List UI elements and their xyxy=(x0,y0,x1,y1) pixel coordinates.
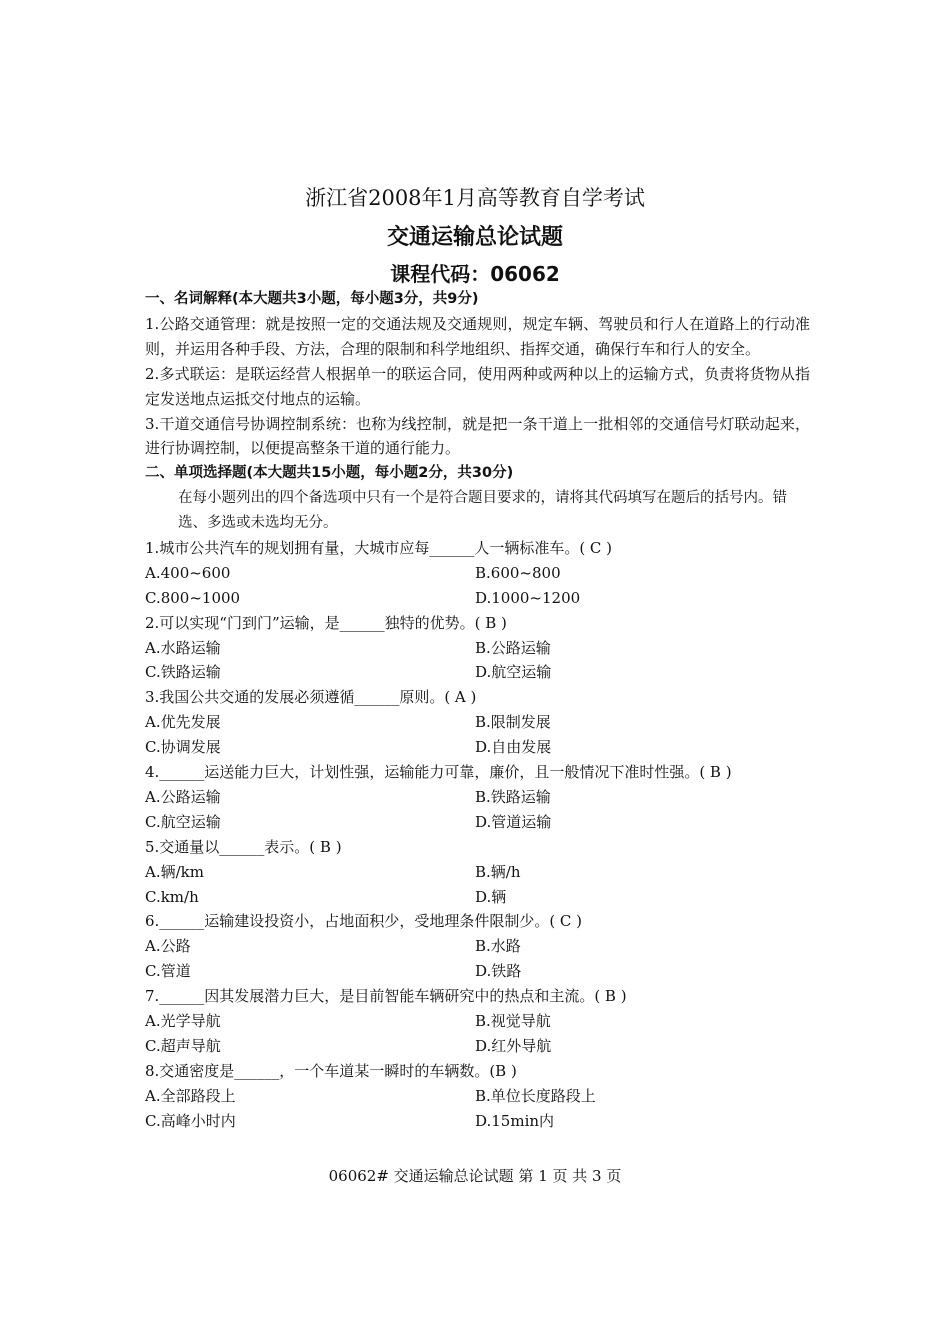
question-stem: 4.______运送能力巨大，计划性强，运输能力可靠，廉价，且一般情况下准时性强。( B ) xyxy=(145,763,732,782)
option-d: D.管道运输 xyxy=(475,812,552,831)
option-a: A.辆/km xyxy=(145,862,204,881)
option-b: B.600~800 xyxy=(475,563,561,582)
option-b: B.辆/h xyxy=(475,862,521,881)
term-definition: 1.公路交通管理：就是按照一定的交通法规及交通规则，规定车辆、驾驶员和行人在道路上的行动准则，并运用各种手段、方法，合理的限制和科学地组织、指挥交通，确保行车和行人的安全。 xyxy=(145,314,810,358)
paper-title: 交通运输总论试题 xyxy=(386,225,563,250)
question-stem: 6.______运输建设投资小，占地面积少，受地理条件限制少。( C ) xyxy=(145,912,583,931)
option-row xyxy=(145,660,810,685)
option-b: B.水路 xyxy=(475,937,521,956)
question-block xyxy=(145,1059,810,1134)
question-stem: 7.______因其发展潜力巨大，是目前智能车辆研究中的热点和主流。( B ) xyxy=(145,987,627,1006)
option-b: B.限制发展 xyxy=(475,713,551,732)
document-body xyxy=(145,287,810,1133)
course-code: 课程代码：06062 xyxy=(390,262,560,286)
option-c: C.协调发展 xyxy=(145,738,221,757)
question-block xyxy=(145,909,810,984)
option-b: B.公路运输 xyxy=(475,638,551,657)
option-b: B.铁路运输 xyxy=(475,787,551,806)
option-d: D.辆 xyxy=(475,887,507,906)
option-row xyxy=(145,810,810,835)
option-b: B.单位长度路段上 xyxy=(475,1086,596,1105)
option-c: C.高峰小时内 xyxy=(145,1111,236,1130)
option-row xyxy=(145,885,810,910)
term-definition: 3.干道交通信号协调控制系统：也称为线控制，就是把一条干道上一批相邻的交通信号灯联动起来，进行协调控制，以便提高整条干道的通行能力。 xyxy=(145,414,810,458)
question-block xyxy=(145,984,810,1059)
question-stem: 3.我国公共交通的发展必须遵循______原则。( A ) xyxy=(145,688,477,707)
option-d: D.自由发展 xyxy=(475,738,552,757)
option-d: D.红外导航 xyxy=(475,1036,552,1055)
option-row xyxy=(145,860,810,885)
option-a: A.光学导航 xyxy=(145,1011,221,1030)
option-row xyxy=(145,1109,810,1134)
question-stem: 5.交通量以______表示。( B ) xyxy=(145,837,342,856)
option-a: A.水路运输 xyxy=(145,638,221,657)
option-a: A.公路 xyxy=(145,937,191,956)
section-heading-terms: 一、名词解释(本大题共3小题，每小题3分，共9分) xyxy=(145,291,479,307)
option-b: B.视觉导航 xyxy=(475,1011,551,1030)
option-c: C.km/h xyxy=(145,887,199,906)
option-row xyxy=(145,735,810,760)
question-block xyxy=(145,835,810,910)
option-c: C.航空运输 xyxy=(145,812,221,831)
option-d: D.1000~1200 xyxy=(475,588,581,607)
option-a: A.全部路段上 xyxy=(145,1086,236,1105)
page-footer: 06062# 交通运输总论试题 第 1 页 共 3 页 xyxy=(328,1167,622,1185)
option-row xyxy=(145,934,810,959)
exam-heading: 浙江省2008年1月高等教育自学考试 xyxy=(305,186,645,210)
option-row xyxy=(145,1009,810,1034)
option-row xyxy=(145,959,810,984)
option-row xyxy=(145,586,810,611)
question-stem: 2.可以实现“门到门”运输，是______独特的优势。( B ) xyxy=(145,613,507,632)
option-c: C.管道 xyxy=(145,962,191,981)
question-block xyxy=(145,611,810,686)
section-instruction: 在每小题列出的四个备选项中只有一个是符合题目要求的，请将其代码填写在题后的括号内。错选、多选或未选均无分。 xyxy=(178,490,787,532)
option-d: D.15min内 xyxy=(475,1111,555,1130)
option-c: C.铁路运输 xyxy=(145,663,221,682)
section-heading-choice: 二、单项选择题(本大题共15小题，每小题2分，共30分) xyxy=(145,465,514,482)
term-definition: 2.多式联运：是联运经营人根据单一的联运合同，使用两种或两种以上的运输方式，负责将货物从指定发送地点运抵交付地点的运输。 xyxy=(145,364,810,408)
question-block xyxy=(145,760,810,835)
question-stem: 8.交通密度是______，一个车道某一瞬时的车辆数。(B ) xyxy=(145,1061,517,1080)
question-block xyxy=(145,536,810,611)
option-row xyxy=(145,636,810,661)
option-a: A.400~600 xyxy=(145,563,231,582)
option-c: C.800~1000 xyxy=(145,588,241,607)
question-stem: 1.城市公共汽车的规划拥有量，大城市应每______人一辆标准车。( C ) xyxy=(145,539,613,558)
option-row xyxy=(145,1034,810,1059)
option-row xyxy=(145,1084,810,1109)
option-d: D.铁路 xyxy=(475,962,522,981)
option-row xyxy=(145,785,810,810)
question-block xyxy=(145,685,810,760)
option-a: A.公路运输 xyxy=(145,787,221,806)
option-row xyxy=(145,710,810,735)
option-d: D.航空运输 xyxy=(475,663,552,682)
option-row xyxy=(145,561,810,586)
option-c: C.超声导航 xyxy=(145,1036,221,1055)
option-a: A.优先发展 xyxy=(145,713,221,732)
